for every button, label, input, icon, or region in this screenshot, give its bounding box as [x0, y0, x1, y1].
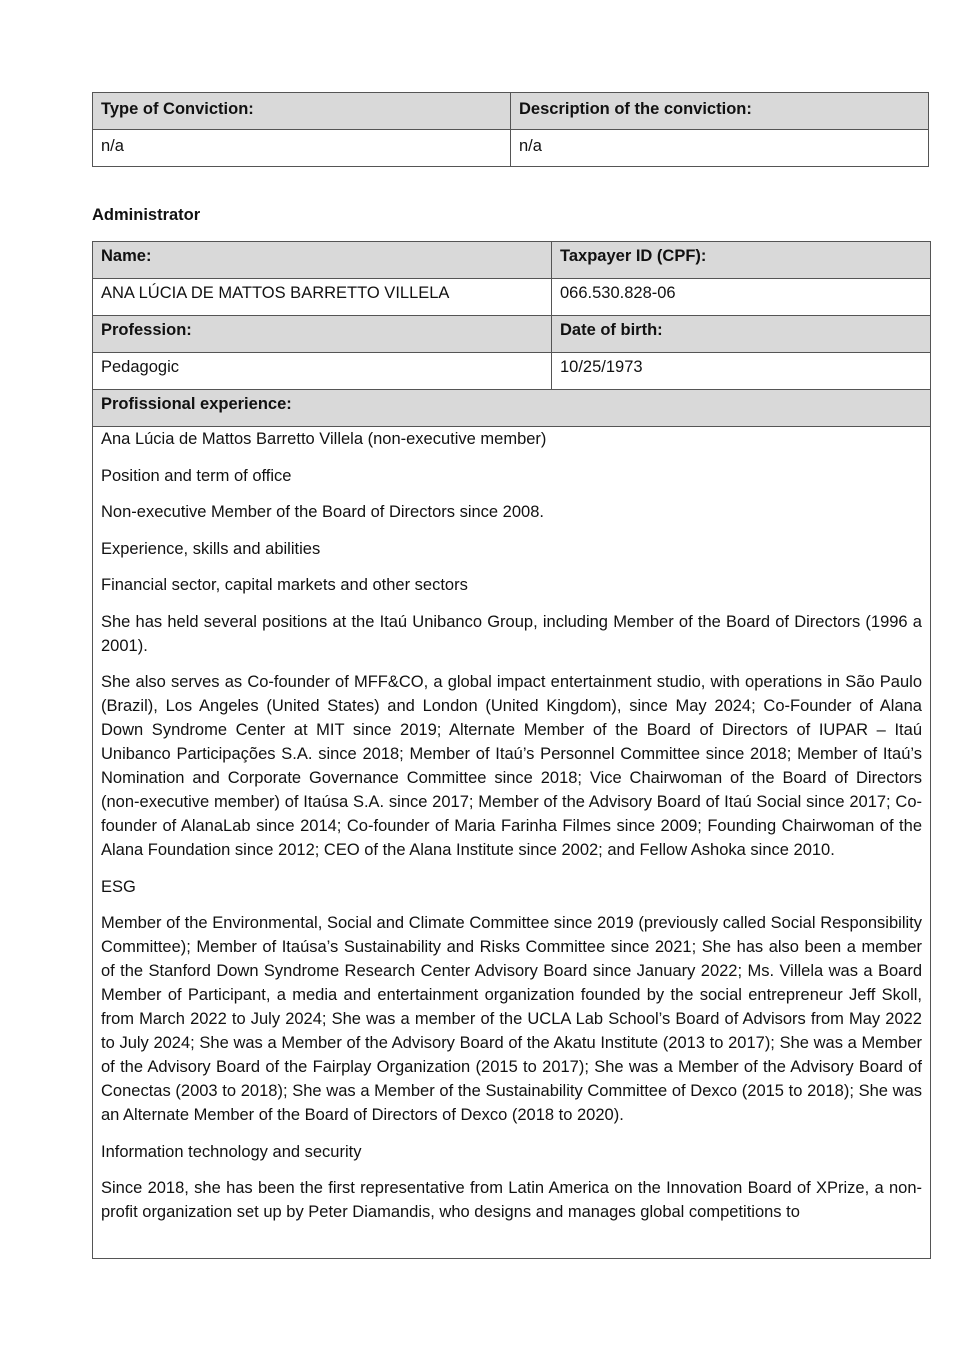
profession-value: Pedagogic — [93, 353, 552, 390]
experience-paragraph: Member of the Environmental, Social and Climate Committee since 2019 (previously called Social Responsibility Committee); Member of Itaúsa’s Sustainability and Risks Committee since 2021; She has also been a member of the Stanford Down Syndrome Research Center Advisory Board since January 2022; Ms. Villela was a Board Member of Participant, a media and entertainment organization founded by the social entrepreneur Jeff Skoll, from March 2022 to July 2024; She was a member of the UCLA Lab School’s Board of Advisors from May 2022 to July 2024; She was a Member of the Advisory Board of the Akatu Institute (2013 to 2017); She was a Member of the Advisory Board of the Fairplay Organization (2015 to 2017); She was a Member of the Advisory Board of Conectas (2003 to 2018); She was a Member of the Sustainability Committee of Dexco (2015 to 2018); She was an Alternate Member of the Board of Directors of Dexco (2018 to 2020). — [101, 914, 922, 1124]
name-label: Name: — [93, 242, 552, 279]
experience-label: Profissional experience: — [93, 390, 931, 427]
name-value: ANA LÚCIA DE MATTOS BARRETTO VILLELA — [93, 279, 552, 316]
experience-cell — [93, 427, 931, 1259]
experience-paragraph: She also serves as Co-founder of MFF&CO, a global impact entertainment studio, with operations in São Paulo (Brazil), Los Angeles (United States) and London (United Kingdom), since May 2024; Co-Founder of Alana Down Syndrome Center at MIT since 2019; Alternate Member of the Board of Directors of IUPAR – Itaú Unibanco Participações S.A. since 2018; Member of Itaú’s Personnel Committee since 2018; Member of Itaú’s Nomination and Corporate Governance Committee since 2018; Vice Chairwoman of the Board of Directors (non-executive member) of Itaúsa S.A. since 2017; Member of the Advisory Board of Itaú Social since 2017; Co-founder of AlanaLab since 2014; Co-founder of Maria Farinha Filmes since 2009; Founding Chairwoman of the Alana Foundation since 2012; CEO of the Alana Institute since 2002; and Fellow Ashoka since 2010. — [101, 673, 922, 859]
conviction-description-value: n/a — [511, 130, 929, 167]
conviction-type-label: Type of Conviction: — [93, 93, 511, 130]
experience-paragraph: Financial sector, capital markets and other sectors — [101, 576, 468, 594]
experience-paragraph: Position and term of office — [101, 466, 292, 485]
conviction-table — [92, 92, 929, 167]
experience-paragraph: She has held several positions at the Itaú Unibanco Group, including Member of the Board of Directors (1996 a 2001). — [101, 612, 922, 655]
experience-paragraph: Ana Lúcia de Mattos Barretto Villela (non-executive member) — [101, 430, 547, 448]
experience-paragraph: Information technology and security — [101, 1142, 362, 1161]
experience-paragraph: Non-executive Member of the Board of Directors since 2008. — [101, 503, 544, 521]
experience-paragraph: Since 2018, she has been the first representative from Latin America on the Innovation Board of XPrize, a non-profit organization set up by Peter Diamandis, who designs and manages global competitions to — [101, 1179, 922, 1221]
conviction-type-value: n/a — [93, 130, 511, 167]
dob-value: 10/25/1973 — [552, 353, 931, 390]
dob-label: Date of birth: — [552, 316, 931, 353]
cpf-value: 066.530.828-06 — [552, 279, 931, 316]
experience-paragraph: ESG — [101, 877, 136, 896]
conviction-description-label: Description of the conviction: — [511, 93, 929, 130]
cpf-label: Taxpayer ID (CPF): — [552, 242, 931, 279]
administrator-heading: Administrator — [92, 206, 201, 224]
experience-paragraph: Experience, skills and abilities — [101, 539, 321, 558]
administrator-table — [92, 241, 931, 1259]
profession-label: Profession: — [93, 316, 552, 353]
